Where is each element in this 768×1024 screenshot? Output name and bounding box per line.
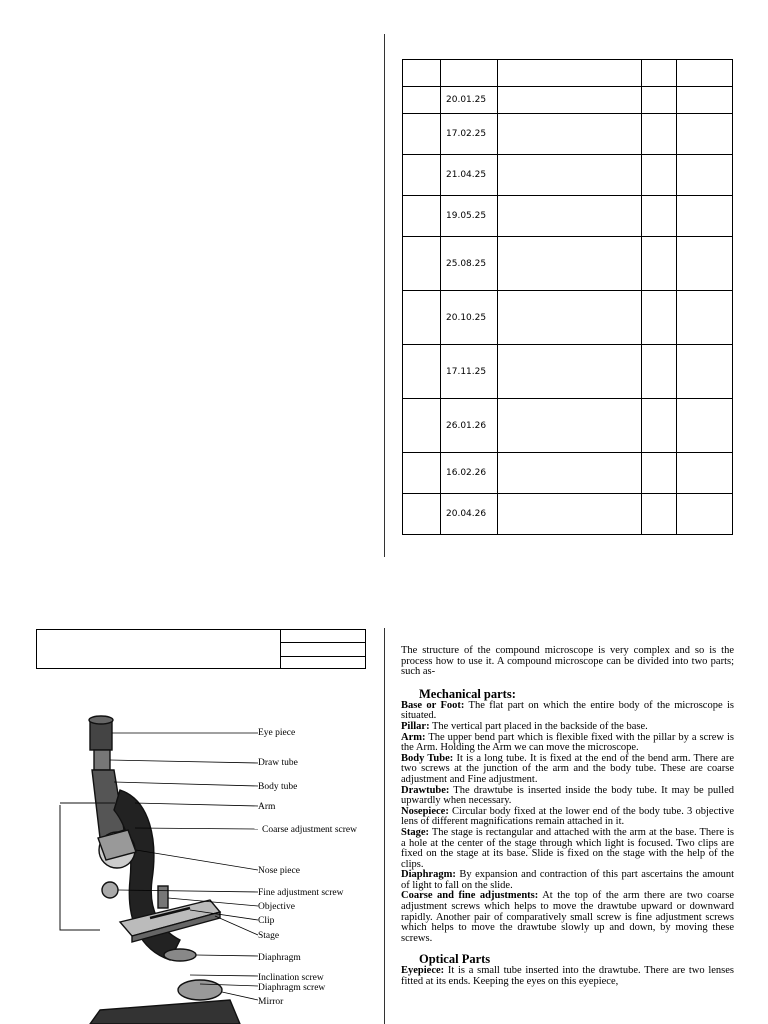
page-divider-top <box>384 34 385 557</box>
diagram-label: Clip <box>258 916 275 926</box>
diagram-label: Objective <box>258 902 295 912</box>
table-row <box>403 87 733 114</box>
list-item <box>401 754 734 786</box>
term: Pillar: <box>401 720 430 732</box>
date-cell: 17.11.25 <box>441 345 498 399</box>
term: Drawtube: <box>401 784 450 796</box>
mechanical-list <box>401 701 734 945</box>
diagram-label: Arm <box>258 802 276 812</box>
list-item <box>401 966 734 987</box>
date-cell: 17.02.25 <box>441 114 498 155</box>
list-item <box>401 870 734 891</box>
header-box <box>36 629 366 669</box>
diagram-label: Inclination screw <box>258 973 324 983</box>
diagram-label: Draw tube <box>258 758 298 768</box>
description: The drawtube is inserted inside the body tube. It may be pulled upwardly when necessary. <box>401 784 734 807</box>
term: Diaphragm: <box>401 869 456 881</box>
date-cell: 20.10.25 <box>441 291 498 345</box>
list-item <box>401 786 734 807</box>
date-cell: 26.01.26 <box>441 399 498 453</box>
description: By expansion and contraction of this part ascertains the amount of light to fall on the slide. <box>401 869 734 891</box>
term: Eyepiece: <box>401 965 445 977</box>
date-log-table <box>402 59 733 535</box>
optical-heading: Optical Parts <box>419 952 491 967</box>
table-row <box>403 196 733 237</box>
table-row <box>403 237 733 291</box>
date-cell: 21.04.25 <box>441 155 498 196</box>
diagram-label: Body tube <box>258 782 298 792</box>
diagram-label: Diaphragm screw <box>258 983 326 993</box>
term: Body Tube: <box>401 752 454 764</box>
date-cell: 25.08.25 <box>441 237 498 291</box>
article-intro: The structure of the compound microscope is very complex and so is the process how to use it. A compound microscope can be divided into two parts; such as- <box>401 645 734 678</box>
description: The upper bend part which is flexible fixed with the pillar by a screw is the Arm. Holding the Arm we can move the microscope. <box>401 731 734 754</box>
mechanical-heading: Mechanical parts: <box>419 686 516 701</box>
diagram-label: Eye piece <box>258 728 296 738</box>
article <box>401 646 734 988</box>
term: Nosepiece: <box>401 805 449 817</box>
diagram-label: Mirror <box>258 997 284 1007</box>
date-cell: 20.04.26 <box>441 494 498 535</box>
description: It is a small tube inserted into the drawtube. There are two lenses fitted at its ends. Keeping the eyes on this eyepiece, <box>401 965 734 988</box>
list-item <box>401 828 734 870</box>
list-item <box>401 701 734 722</box>
date-cell: 16.02.26 <box>441 453 498 494</box>
diagram-label: Diaphragm <box>258 953 301 963</box>
diagram-label: Nose piece <box>258 866 300 876</box>
list-item <box>401 891 734 944</box>
list-item <box>401 807 734 828</box>
table-row <box>403 345 733 399</box>
date-cell: 19.05.25 <box>441 196 498 237</box>
term: Stage: <box>401 826 429 838</box>
table-row <box>403 453 733 494</box>
term: Base or Foot: <box>401 699 465 711</box>
list-item <box>401 733 734 754</box>
diagram-label: Stage <box>258 931 280 941</box>
microscope-diagram <box>40 700 270 1024</box>
description: Circular body fixed at the lower end of the body tube. 3 objective lens of different magnifications remain attached in it. <box>401 805 734 828</box>
description: At the top of the arm there are two coarse adjustment screws which helps to move the drawtube upward or downward rapidly. Another pair of comparatively small screw is fine adjustment screws which helps to move the drawtube slowly up and down, by moving these screws. <box>401 890 734 944</box>
table-row <box>403 494 733 535</box>
term: Coarse and fine adjustments: <box>401 890 539 902</box>
optical-list <box>401 966 734 987</box>
diagram-label: Fine adjustment screw <box>258 888 344 898</box>
page-divider-bottom <box>384 628 385 1024</box>
table-row <box>403 155 733 196</box>
table-row <box>403 114 733 155</box>
table-row <box>403 399 733 453</box>
description: The vertical part placed in the backside of the base. <box>429 720 648 732</box>
description: The stage is rectangular and attached with the arm at the base. There is a hole at the center of the stage through which light is focused. Two clips are fixed on the stage at its base. Slide is fixed on the stage with the help of the clips. <box>401 826 734 870</box>
date-cell: 20.01.25 <box>441 87 498 114</box>
description: The flat part on which the entire body of the microscope is situated. <box>401 699 734 722</box>
diagram-label: Coarse adjustment screw <box>262 825 357 835</box>
table-row <box>403 60 733 87</box>
table-row <box>403 291 733 345</box>
description: It is a long tube. It is fixed at the end of the bend arm. There are two screws at the junction of the arm and the body tube. These are coarse adjustment and Fine adjustment. <box>401 752 734 785</box>
term: Arm: <box>401 731 426 743</box>
